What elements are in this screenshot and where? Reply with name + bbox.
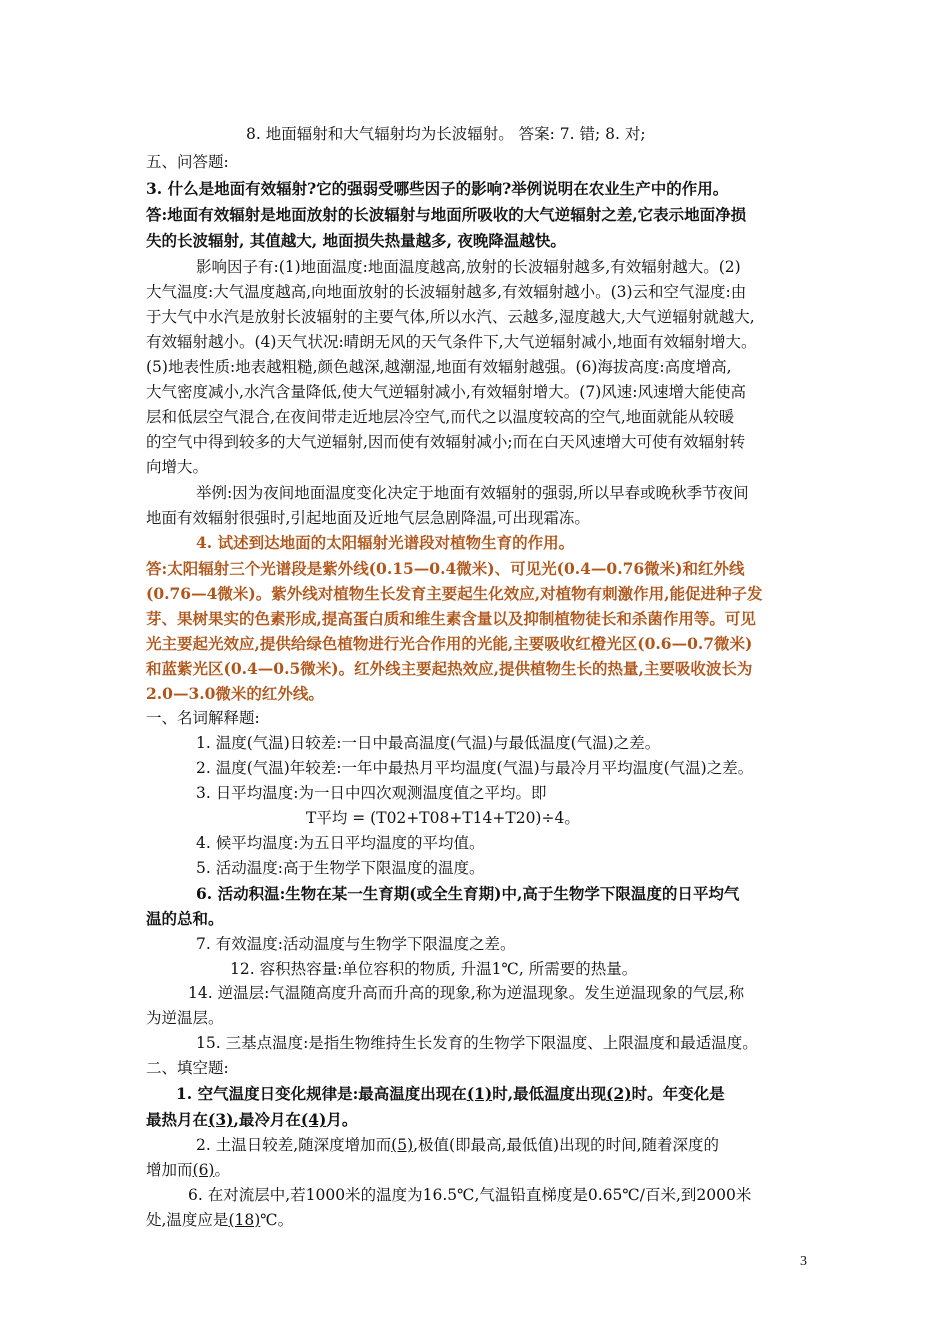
- term-definition: 14. 逆温层:气温随高度升高而升高的现象,称为逆温现象。发生逆温现象的气层,称: [188, 984, 745, 1002]
- paragraph-line: 有效辐射越小。(4)天气状况:晴朗无风的天气条件下,大气逆辐射减小,地面有效辐射增大。: [146, 333, 757, 351]
- blank-4: (4): [300, 1110, 327, 1129]
- answer-4-line: 2.0—3.0微米的红外线。: [146, 684, 324, 703]
- true-false-answers: 8. 地面辐射和大气辐射均为长波辐射。 答案: 7. 错; 8. 对;: [246, 125, 646, 143]
- paragraph-line: 向增大。: [146, 458, 209, 476]
- section-heading-fill: 二、填空题:: [146, 1059, 229, 1077]
- term-definition: 1. 温度(气温)日较差:一日中最高温度(气温)与最低温度(气温)之差。: [196, 734, 661, 752]
- paragraph-line: 于大气中水汽是放射长波辐射的主要气体,所以水汽、云越多,湿度越大,大气逆辐射就越大,: [146, 308, 755, 326]
- paragraph-line: 大气温度:大气温度越高,向地面放射的长波辐射越多,有效辐射越小。(3)云和空气湿度:由: [146, 283, 747, 301]
- fill-question-6-cont: 处,温度应是(18)℃。: [146, 1211, 294, 1229]
- term-definition-bold: 6. 活动积温:生物在某一生育期(或全生育期)中,高于生物学下限温度的日平均气: [196, 884, 740, 903]
- answer-4-line: 光主要起光效应,提供给绿色植物进行光合作用的光能,主要吸收红橙光区(0.6—0.7微米): [146, 634, 753, 653]
- formula: T平均 = (T02+T08+T14+T20)÷4。: [306, 809, 580, 827]
- answer-4-line: 答:太阳辐射三个光谱段是紫外线(0.15—0.4微米)、可见光(0.4—0.76微米)和红外线: [146, 559, 745, 578]
- answer-4-line: 芽、果树果实的色素形成,提高蛋白质和维生素含量以及抑制植物徒长和杀菌作用等。可见: [146, 609, 756, 628]
- section-heading-essay: 五、问答题:: [146, 153, 229, 171]
- section-heading-terms: 一、名词解释题:: [146, 709, 260, 727]
- term-definition: 15. 三基点温度:是指生物维持生长发育的生物学下限温度、上限温度和最适温度。: [196, 1034, 758, 1052]
- term-definition: 为逆温层。: [146, 1009, 224, 1027]
- answer-3-line: 答:地面有效辐射是地面放射的长波辐射与地面所吸收的大气逆辐射之差,它表示地面净损: [146, 205, 747, 224]
- term-definition-bold: 温的总和。: [146, 909, 224, 928]
- fill-question-6: 6. 在对流层中,若1000米的温度为16.5℃,气温铅直梯度是0.65℃/百米,到2000米: [188, 1186, 752, 1204]
- question-4: 4. 试述到达地面的太阳辐射光谱段对植物生育的作用。: [196, 533, 575, 552]
- paragraph-line: 的空气中得到较多的大气逆辐射,因而使有效辐射减小;而在白天风速增大可使有效辐射转: [146, 433, 746, 451]
- blank-5: (5): [391, 1136, 414, 1154]
- example-line: 地面有效辐射很强时,引起地面及近地气层急剧降温,可出现霜冻。: [146, 509, 590, 527]
- answer-4-line: (0.76—4微米)。紫外线对植物生长发育主要起生化效应,对植物有刺激作用,能促进种子发: [146, 584, 763, 603]
- paragraph-line: 层和低层空气混合,在夜间带走近地层冷空气,而代之以温度较高的空气,地面就能从较暖: [146, 408, 735, 426]
- term-definition: 4. 候平均温度:为五日平均温度的平均值。: [196, 834, 485, 852]
- fill-question-1-cont: 最热月在(3),最冷月在(4)月。: [146, 1110, 358, 1129]
- fill-question-2-cont: 增加而(6)。: [146, 1161, 230, 1179]
- term-definition: 7. 有效温度:活动温度与生物学下限温度之差。: [196, 935, 516, 953]
- term-definition: 2. 温度(气温)年较差:一年中最热月平均温度(气温)与最冷月平均温度(气温)之差。: [196, 759, 754, 777]
- paragraph-line: (5)地表性质:地表越粗糙,颜色越深,越潮湿,地面有效辐射越强。(6)海拔高度:高度增高,: [146, 358, 732, 376]
- term-definition: 5. 活动温度:高于生物学下限温度的温度。: [196, 859, 485, 877]
- paragraph-line: 影响因子有:(1)地面温度:地面温度越高,放射的长波辐射越多,有效辐射越大。(2): [196, 258, 741, 276]
- blank-3: (3): [208, 1110, 234, 1129]
- blank-18: (18): [228, 1211, 261, 1229]
- term-definition: 12. 容积热容量:单位容积的物质, 升温1℃, 所需要的热量。: [230, 960, 638, 978]
- blank-1: (1): [466, 1084, 493, 1103]
- page-number: 3: [800, 1254, 807, 1269]
- answer-3-line: 失的长波辐射, 其值越大, 地面损失热量越多, 夜晚降温越快。: [146, 231, 566, 250]
- paragraph-line: 大气密度减小,水汽含量降低,使大气逆辐射减小,有效辐射增大。(7)风速:风速增大能使高: [146, 383, 746, 401]
- answer-4-line: 和蓝紫光区(0.4—0.5微米)。红外线主要起热效应,提供植物生长的热量,主要吸收波长为: [146, 659, 753, 678]
- blank-2: (2): [606, 1084, 632, 1103]
- fill-question-1: 1. 空气温度日变化规律是:最高温度出现在(1)时,最低温度出现(2)时。年变化是: [176, 1084, 725, 1103]
- fill-question-2: 2. 土温日较差,随深度增加而(5),极值(即最高,最低值)出现的时间,随着深度的: [196, 1136, 720, 1154]
- blank-6: (6): [192, 1161, 215, 1179]
- term-definition: 3. 日平均温度:为一日中四次观测温度值之平均。即: [196, 784, 547, 802]
- example-line: 举例:因为夜间地面温度变化决定于地面有效辐射的强弱,所以早春或晚秋季节夜间: [196, 484, 749, 502]
- question-3: 3. 什么是地面有效辐射?它的强弱受哪些因子的影响?举例说明在农业生产中的作用。: [146, 179, 729, 198]
